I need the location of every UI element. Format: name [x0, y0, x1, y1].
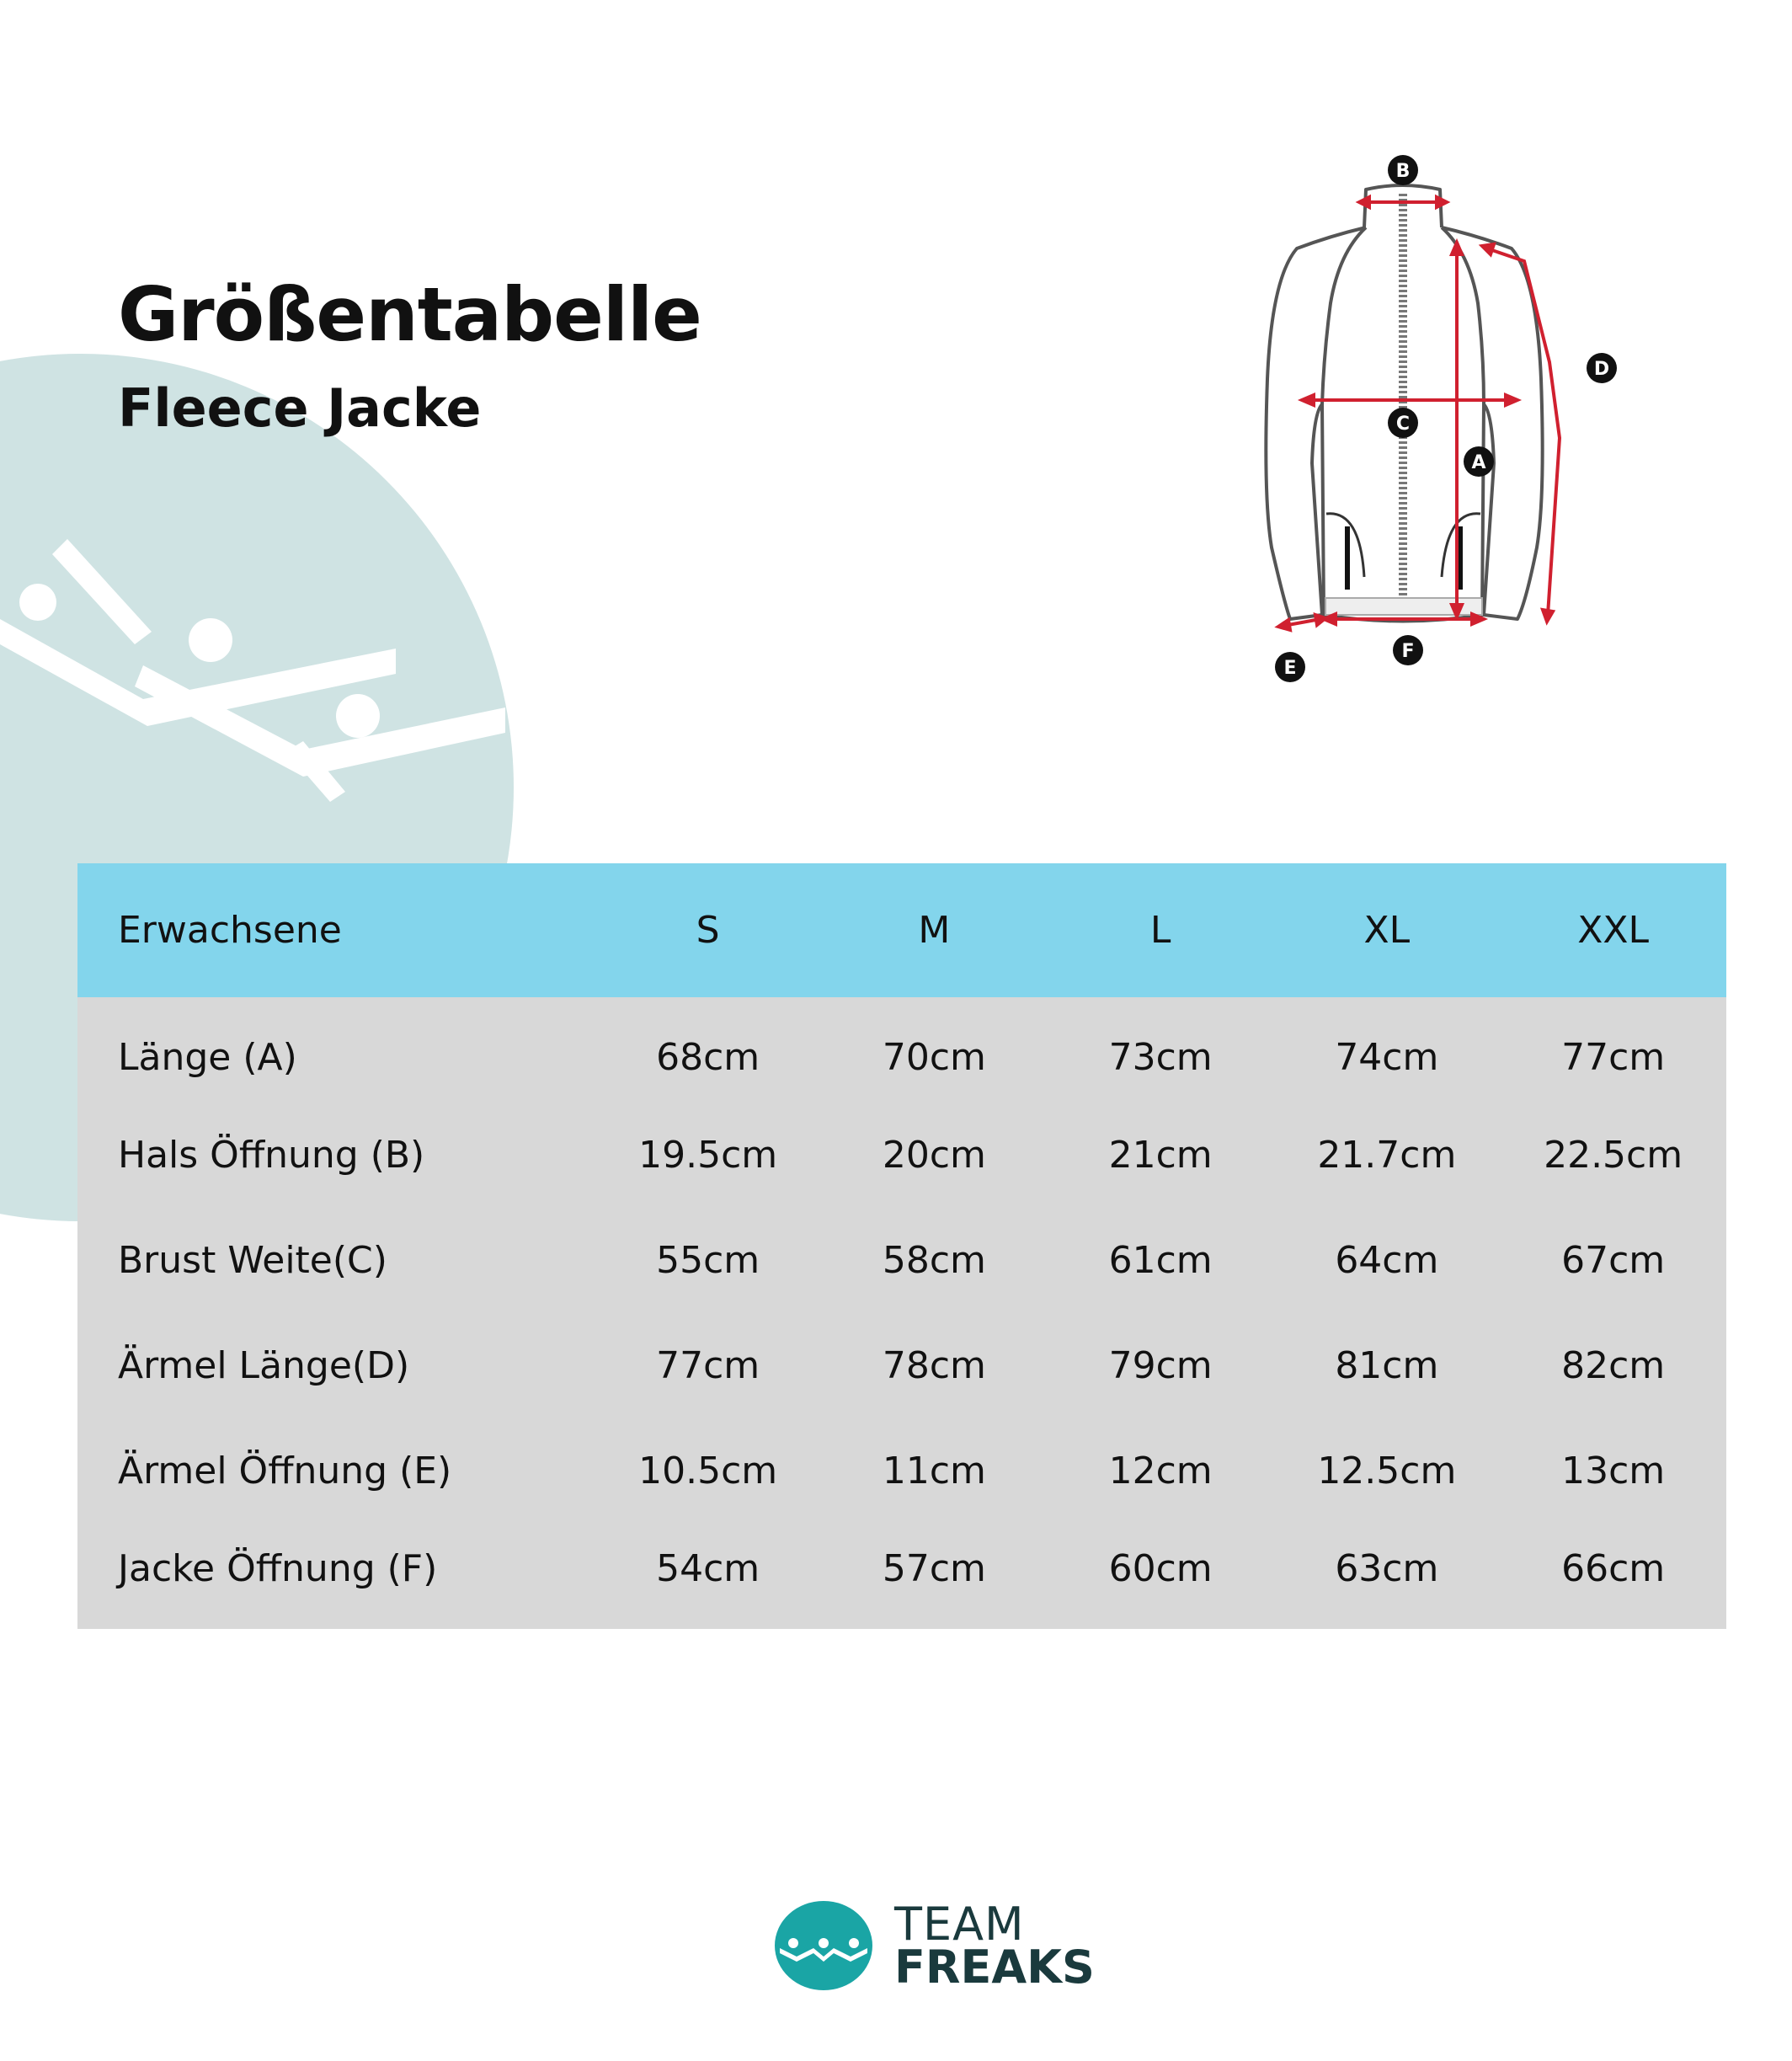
header-size-l: L [1149, 909, 1171, 952]
table-cell: 61cm [1108, 1239, 1213, 1282]
table-row [77, 997, 1726, 1103]
table-header-row [77, 863, 1726, 997]
table-cell: 73cm [1108, 1036, 1213, 1079]
measure-d-arrow [1487, 248, 1560, 615]
table-cell: 74cm [1335, 1036, 1439, 1079]
row-label: Hals Öffnung (B) [118, 1134, 425, 1177]
table-row [77, 1208, 1726, 1313]
header-size-xxl: XXL [1577, 909, 1649, 952]
marker-e [1275, 652, 1305, 682]
svg-text:E: E [1283, 658, 1297, 679]
table-cell: 20cm [882, 1134, 986, 1177]
table-row [77, 1313, 1726, 1418]
table-cell: 55cm [656, 1239, 760, 1282]
table-row [77, 1418, 1726, 1524]
size-table [77, 863, 1726, 1629]
table-cell: 57cm [882, 1547, 986, 1590]
table-cell: 19.5cm [638, 1134, 778, 1177]
table-cell: 67cm [1561, 1239, 1666, 1282]
table-cell: 78cm [882, 1344, 986, 1387]
table-cell: 13cm [1561, 1450, 1666, 1492]
table-cell: 81cm [1335, 1344, 1439, 1387]
table-cell: 79cm [1108, 1344, 1213, 1387]
header-size-s: S [696, 909, 720, 952]
brand-line-team: TEAM [894, 1897, 1025, 1951]
table-cell: 54cm [656, 1547, 760, 1590]
table-cell: 82cm [1561, 1344, 1666, 1387]
table-cell: 10.5cm [638, 1450, 778, 1492]
team-freaks-logo-icon [773, 1899, 874, 1992]
row-label: Ärmel Öffnung (E) [118, 1450, 452, 1492]
table-cell: 58cm [882, 1239, 986, 1282]
svg-text:A: A [1471, 452, 1486, 473]
svg-text:F: F [1401, 641, 1415, 662]
page-title: Größentabelle [118, 271, 701, 358]
table-cell: 70cm [882, 1036, 986, 1079]
table-cell: 21.7cm [1317, 1134, 1457, 1177]
table-cell: 64cm [1335, 1239, 1439, 1282]
svg-text:C: C [1395, 414, 1411, 435]
row-label: Jacke Öffnung (F) [118, 1547, 438, 1590]
table-cell: 63cm [1335, 1547, 1439, 1590]
page-subtitle: Fleece Jacke [118, 377, 482, 439]
team-freaks-background-icon [0, 505, 522, 809]
table-row [77, 1103, 1726, 1208]
header-label: Erwachsene [118, 909, 342, 952]
table-cell: 22.5cm [1544, 1134, 1683, 1177]
marker-c [1388, 408, 1418, 438]
header-size-m: M [918, 909, 951, 952]
svg-text:D: D [1593, 359, 1610, 380]
table-row [77, 1524, 1726, 1629]
table-cell: 60cm [1108, 1547, 1213, 1590]
table-cell: 12.5cm [1317, 1450, 1457, 1492]
table-cell: 12cm [1108, 1450, 1213, 1492]
row-label: Brust Weite(C) [118, 1239, 387, 1282]
table-cell: 77cm [1561, 1036, 1666, 1079]
marker-f [1393, 635, 1423, 665]
jacket-measurement-diagram [1213, 143, 1651, 691]
table-cell: 66cm [1561, 1547, 1666, 1590]
row-label: Ärmel Länge(D) [118, 1344, 410, 1387]
brand-line-freaks: FREAKS [894, 1941, 1095, 1994]
marker-d [1587, 353, 1617, 383]
table-cell: 77cm [656, 1344, 760, 1387]
table-cell: 21cm [1108, 1134, 1213, 1177]
marker-b [1388, 155, 1418, 185]
row-label: Länge (A) [118, 1036, 297, 1079]
brand-logo [773, 1899, 1095, 1992]
table-cell: 11cm [882, 1450, 986, 1492]
svg-text:B: B [1395, 161, 1411, 182]
marker-a [1464, 446, 1494, 477]
table-cell: 68cm [656, 1036, 760, 1079]
header-size-xl: XL [1363, 909, 1411, 952]
